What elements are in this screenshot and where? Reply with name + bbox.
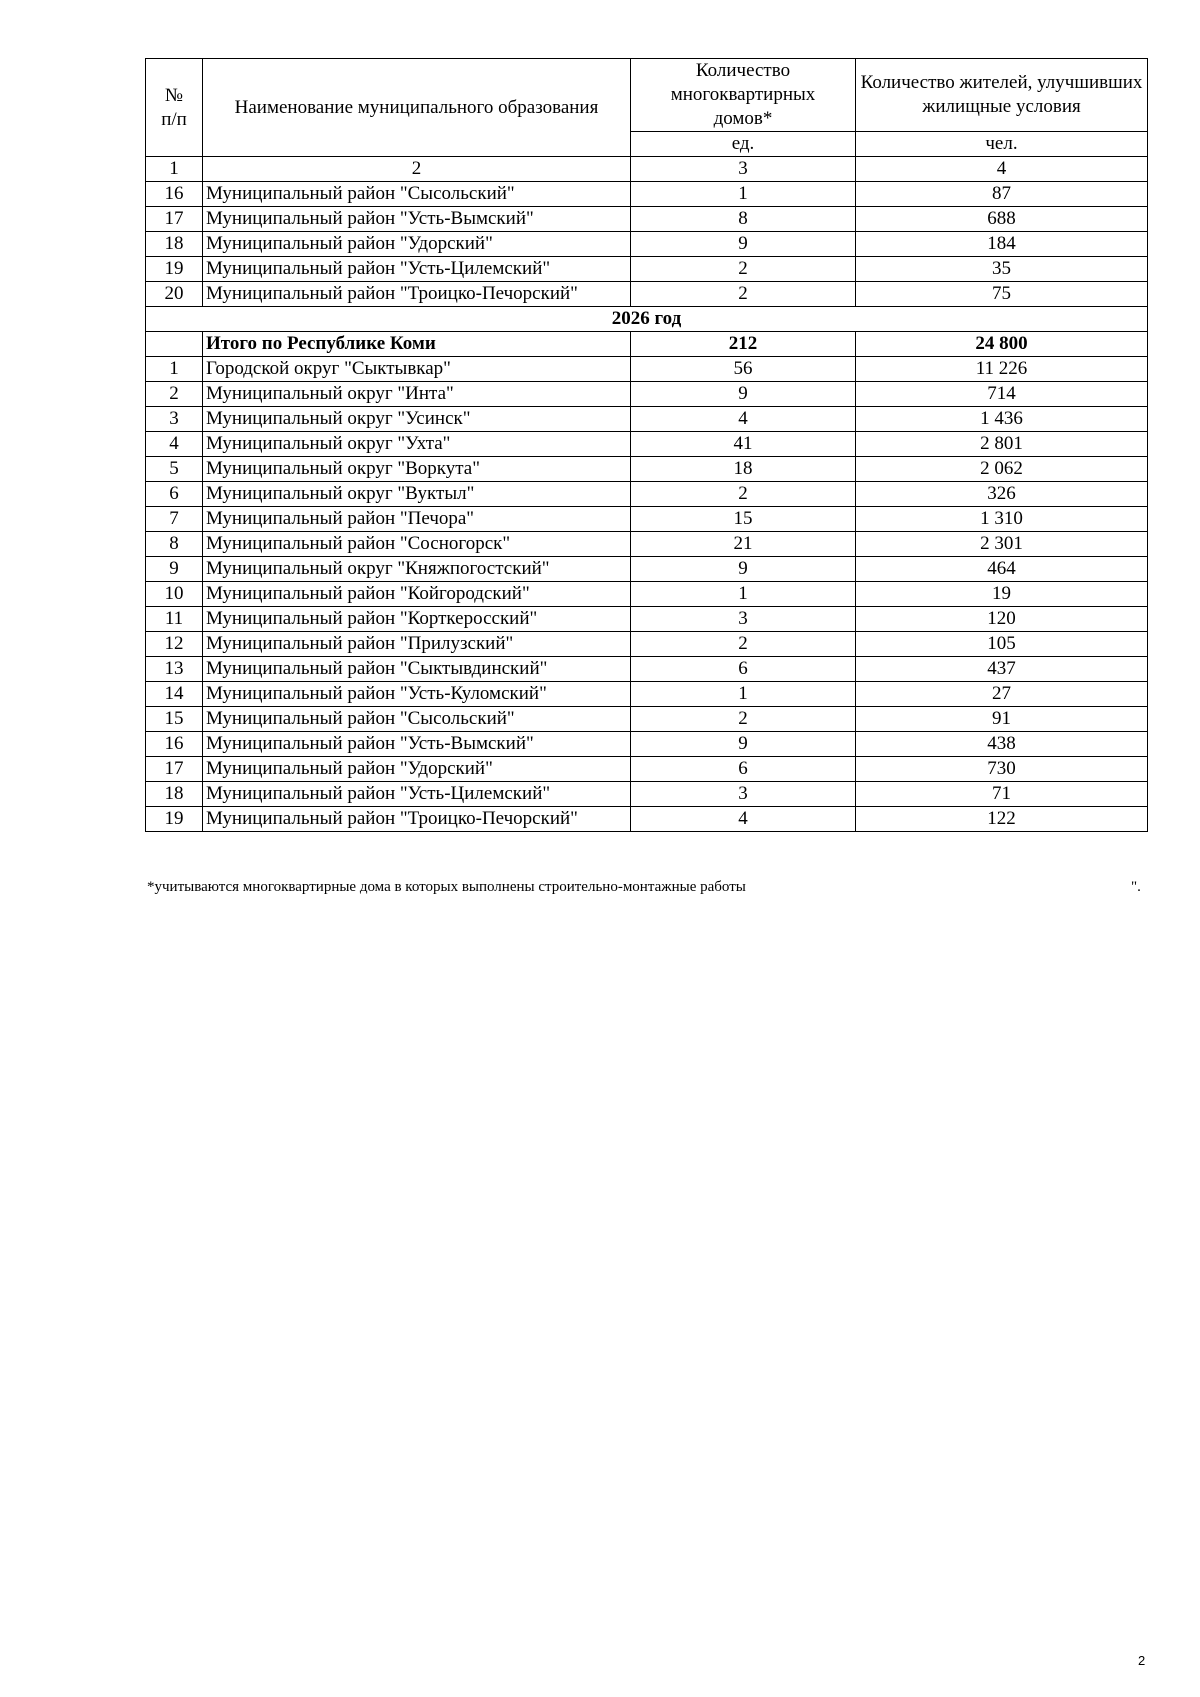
residents-count: 688: [856, 207, 1148, 232]
municipality-name: Муниципальный округ "Княжпогостский": [203, 557, 631, 582]
col-num-2: 2: [203, 157, 631, 182]
houses-count: 4: [631, 807, 856, 832]
houses-count: 6: [631, 657, 856, 682]
municipality-name: Муниципальный район "Усть-Цилемский": [203, 782, 631, 807]
table-row: [146, 782, 1148, 807]
houses-count: 9: [631, 732, 856, 757]
residents-count: 19: [856, 582, 1148, 607]
col-num-1: 1: [146, 157, 203, 182]
col-houses-header: Количество многоквартирных домов*: [631, 59, 856, 132]
residents-count: 122: [856, 807, 1148, 832]
row-number: 4: [146, 432, 203, 457]
table-row: [146, 432, 1148, 457]
houses-count: 21: [631, 532, 856, 557]
row-number: 10: [146, 582, 203, 607]
row-number: 18: [146, 232, 203, 257]
residents-count: 184: [856, 232, 1148, 257]
column-number-row: [146, 157, 1148, 182]
municipality-name: Муниципальный округ "Ухта": [203, 432, 631, 457]
row-number: 6: [146, 482, 203, 507]
row-number: 15: [146, 707, 203, 732]
table-row: [146, 532, 1148, 557]
table-row: [146, 482, 1148, 507]
residents-count: 2 301: [856, 532, 1148, 557]
table-row: [146, 507, 1148, 532]
residents-count: 35: [856, 257, 1148, 282]
municipality-name: Муниципальный район "Удорский": [203, 757, 631, 782]
residents-count: 87: [856, 182, 1148, 207]
municipality-name: Муниципальный район "Усть-Куломский": [203, 682, 631, 707]
municipality-name: Муниципальный район "Троицко-Печорский": [203, 807, 631, 832]
houses-count: 2: [631, 482, 856, 507]
table-row: [146, 657, 1148, 682]
houses-count: 9: [631, 557, 856, 582]
municipality-name: Муниципальный район "Койгородский": [203, 582, 631, 607]
houses-count: 8: [631, 207, 856, 232]
houses-count: 2: [631, 632, 856, 657]
page-number: 2: [1138, 1653, 1146, 1668]
houses-count: 2: [631, 707, 856, 732]
houses-count: 9: [631, 232, 856, 257]
total-label: Итого по Республике Коми: [203, 332, 631, 357]
table-row: [146, 607, 1148, 632]
residents-count: 2 801: [856, 432, 1148, 457]
row-number: 5: [146, 457, 203, 482]
houses-count: 4: [631, 407, 856, 432]
housing-table: [145, 58, 1148, 832]
residents-count: 91: [856, 707, 1148, 732]
houses-count: 2: [631, 282, 856, 307]
residents-count: 2 062: [856, 457, 1148, 482]
table-row: [146, 357, 1148, 382]
unit-residents: чел.: [856, 132, 1148, 157]
municipality-name: Городской округ "Сыктывкар": [203, 357, 631, 382]
residents-count: 438: [856, 732, 1148, 757]
residents-count: 464: [856, 557, 1148, 582]
year-title: 2026 год: [146, 307, 1148, 332]
row-number: 14: [146, 682, 203, 707]
residents-count: 714: [856, 382, 1148, 407]
residents-count: 730: [856, 757, 1148, 782]
unit-houses: ед.: [631, 132, 856, 157]
houses-count: 56: [631, 357, 856, 382]
row-number: 12: [146, 632, 203, 657]
row-number: 11: [146, 607, 203, 632]
municipality-name: Муниципальный округ "Вуктыл": [203, 482, 631, 507]
table-body: [146, 59, 1148, 832]
total-row: [146, 332, 1148, 357]
row-number: 19: [146, 807, 203, 832]
table-row: [146, 807, 1148, 832]
table-row: [146, 457, 1148, 482]
col-no-header: № п/п: [146, 59, 203, 157]
municipality-name: Муниципальный район "Печора": [203, 507, 631, 532]
row-number: 17: [146, 757, 203, 782]
residents-count: 1 310: [856, 507, 1148, 532]
municipality-name: Муниципальный район "Усть-Вымский": [203, 732, 631, 757]
municipality-name: Муниципальный район "Сысольский": [203, 707, 631, 732]
row-number: 2: [146, 382, 203, 407]
table-row: [146, 582, 1148, 607]
municipality-name: Муниципальный округ "Воркута": [203, 457, 631, 482]
houses-count: 2: [631, 257, 856, 282]
municipality-name: Муниципальный район "Усть-Цилемский": [203, 257, 631, 282]
table-row: [146, 182, 1148, 207]
row-number: 9: [146, 557, 203, 582]
col-num-4: 4: [856, 157, 1148, 182]
houses-count: 3: [631, 607, 856, 632]
row-number: 16: [146, 182, 203, 207]
table-row: [146, 757, 1148, 782]
total-residents: 24 800: [856, 332, 1148, 357]
residents-count: 120: [856, 607, 1148, 632]
row-number: 20: [146, 282, 203, 307]
municipality-name: Муниципальный район "Усть-Вымский": [203, 207, 631, 232]
col-residents-header: Количество жителей, улучшивших жилищные условия: [856, 59, 1148, 132]
closing-quote: ".: [1131, 879, 1141, 895]
municipality-name: Муниципальный район "Сыктывдинский": [203, 657, 631, 682]
table-row: [146, 557, 1148, 582]
row-number: 8: [146, 532, 203, 557]
municipality-name: Муниципальный район "Троицко-Печорский": [203, 282, 631, 307]
col-name-header: Наименование муниципального образования: [203, 59, 631, 157]
municipality-name: Муниципальный район "Прилузский": [203, 632, 631, 657]
houses-count: 9: [631, 382, 856, 407]
row-number: 17: [146, 207, 203, 232]
total-number-empty: [146, 332, 203, 357]
table-row: [146, 732, 1148, 757]
row-number: 3: [146, 407, 203, 432]
residents-count: 437: [856, 657, 1148, 682]
table-row: [146, 382, 1148, 407]
houses-count: 41: [631, 432, 856, 457]
row-number: 19: [146, 257, 203, 282]
houses-count: 18: [631, 457, 856, 482]
table-row: [146, 682, 1148, 707]
houses-count: 1: [631, 582, 856, 607]
row-number: 16: [146, 732, 203, 757]
table-row: [146, 207, 1148, 232]
houses-count: 6: [631, 757, 856, 782]
table-row: [146, 232, 1148, 257]
table-row: [146, 407, 1148, 432]
residents-count: 105: [856, 632, 1148, 657]
row-number: 18: [146, 782, 203, 807]
residents-count: 75: [856, 282, 1148, 307]
footnote: *учитываются многоквартирные дома в которых выполнены строительно-монтажные работы: [147, 879, 746, 895]
residents-count: 1 436: [856, 407, 1148, 432]
row-number: 13: [146, 657, 203, 682]
col-num-3: 3: [631, 157, 856, 182]
table-row: [146, 257, 1148, 282]
houses-count: 1: [631, 682, 856, 707]
municipality-name: Муниципальный район "Сысольский": [203, 182, 631, 207]
municipality-name: Муниципальный район "Сосногорск": [203, 532, 631, 557]
houses-count: 15: [631, 507, 856, 532]
year-section-row: [146, 307, 1148, 332]
total-houses: 212: [631, 332, 856, 357]
header-row: [146, 59, 1148, 132]
table-row: [146, 707, 1148, 732]
houses-count: 3: [631, 782, 856, 807]
municipality-name: Муниципальный округ "Инта": [203, 382, 631, 407]
municipality-name: Муниципальный район "Корткеросский": [203, 607, 631, 632]
municipality-name: Муниципальный округ "Усинск": [203, 407, 631, 432]
residents-count: 326: [856, 482, 1148, 507]
row-number: 1: [146, 357, 203, 382]
residents-count: 71: [856, 782, 1148, 807]
row-number: 7: [146, 507, 203, 532]
residents-count: 11 226: [856, 357, 1148, 382]
houses-count: 1: [631, 182, 856, 207]
table-row: [146, 282, 1148, 307]
municipality-name: Муниципальный район "Удорский": [203, 232, 631, 257]
table-row: [146, 632, 1148, 657]
residents-count: 27: [856, 682, 1148, 707]
